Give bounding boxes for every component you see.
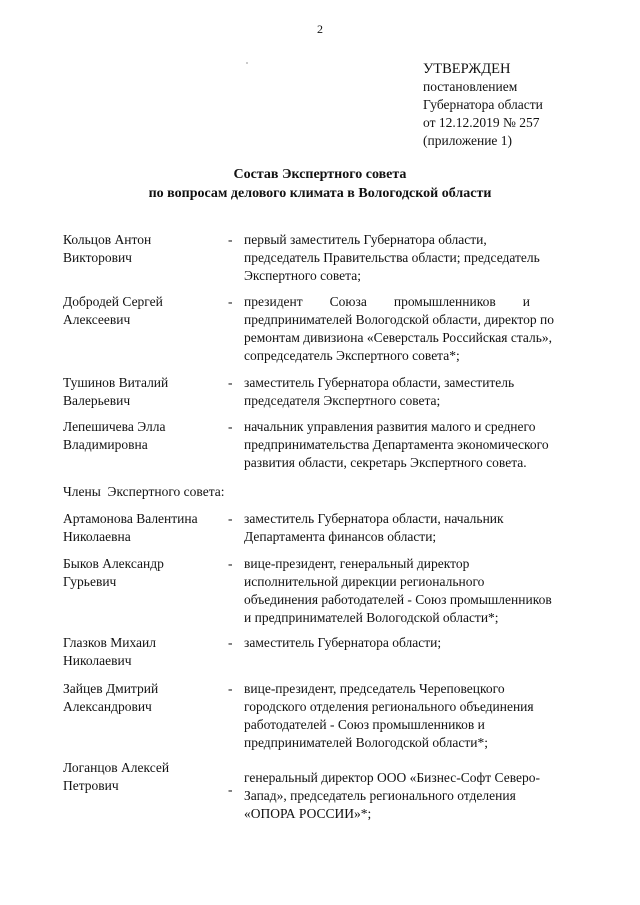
role-line: работодателей - Союз промышленников и (244, 717, 485, 732)
role-line: ремонтам дивизиона «Северсталь Российская сталь», (244, 330, 553, 345)
person-role (244, 293, 594, 365)
name-line: Глазков Михаил (63, 635, 156, 650)
dash-separator: - (228, 232, 233, 247)
role-line: генеральный директор ООО «Бизнес-Софт Северо- (244, 770, 540, 785)
person-name (63, 231, 223, 267)
dash-separator: - (228, 635, 233, 650)
name-line: Лепешичева Элла (63, 419, 166, 434)
person-role (244, 374, 594, 410)
approval-block (423, 60, 543, 150)
role-line: «ОПОРА РОССИИ»*; (244, 806, 372, 821)
dash-separator: - (228, 681, 233, 696)
person-name (63, 634, 223, 670)
role-line: вице-президент, председатель Череповецкого (244, 681, 505, 696)
approval-heading: УТВЕРЖДЕН (423, 61, 511, 77)
person-role (244, 634, 594, 652)
person-name (63, 759, 223, 795)
person-name (63, 418, 223, 454)
document-title (0, 165, 640, 203)
role-line: исполнительной дирекции регионального (244, 574, 485, 589)
person-role (244, 769, 594, 823)
person-name (63, 555, 223, 591)
person-role (244, 418, 594, 472)
role-line: вице-президент, генеральный директор (244, 556, 470, 571)
approval-line: постановлением (423, 79, 518, 94)
role-line: объединения работодателей - Союз промышленников (244, 592, 552, 607)
dash-separator: - (228, 375, 233, 390)
name-line: Гурьевич (63, 574, 117, 589)
name-line: Викторович (63, 250, 132, 265)
title-line: Состав Экспертного совета (233, 167, 407, 182)
name-line: Быков Александр (63, 556, 164, 571)
role-line: Запад», председатель регионального отделения (244, 788, 516, 803)
role-line: предпринимательства Департамента экономического (244, 437, 549, 452)
approval-line: от 12.12.2019 № 257 (423, 115, 540, 130)
name-line: Добродей Сергей (63, 294, 163, 309)
role-line: первый заместитель Губернатора области, (244, 232, 487, 247)
approval-line: (приложение 1) (423, 133, 513, 148)
role-line: заместитель Губернатора области, заместитель (244, 375, 515, 390)
name-line: Николаевна (63, 529, 131, 544)
approval-line: Губернатора области (423, 97, 543, 112)
name-line: Логанцов Алексей (63, 760, 170, 775)
dash-separator: - (228, 511, 233, 526)
dash-separator: - (228, 419, 233, 434)
role-line: заместитель Губернатора области; (244, 635, 442, 650)
name-line: Александрович (63, 699, 152, 714)
name-line: Артамонова Валентина (63, 511, 198, 526)
person-role (244, 555, 594, 627)
page-number: 2 (317, 22, 323, 36)
members-heading: Члены Экспертного совета: (63, 484, 225, 499)
role-line: заместитель Губернатора области, начальник (244, 511, 504, 526)
person-name (63, 680, 223, 716)
person-role (244, 680, 594, 752)
name-line: Алексеевич (63, 312, 131, 327)
person-role (244, 231, 594, 285)
person-name (63, 293, 223, 329)
scan-dot (246, 62, 248, 64)
role-line: председателя Экспертного совета; (244, 393, 441, 408)
person-role (244, 510, 594, 546)
role-line: Экспертного совета; (244, 268, 361, 283)
role-line: развития области, секретарь Экспертного совета. (244, 455, 527, 470)
name-line: Николаевич (63, 653, 132, 668)
person-name (63, 510, 223, 546)
name-line: Кольцов Антон (63, 232, 152, 247)
name-line: Зайцев Дмитрий (63, 681, 159, 696)
name-line: Владимировна (63, 437, 148, 452)
role-line: предпринимателей Вологодской области, директор по (244, 312, 554, 327)
dash-separator: - (228, 782, 233, 797)
person-name (63, 374, 223, 410)
role-line: и предпринимателей Вологодской области*; (244, 610, 499, 625)
title-line: по вопросам делового климата в Вологодской области (148, 186, 492, 201)
role-line: президент Союза промышленников и (244, 294, 530, 309)
role-line: Департамента финансов области; (244, 529, 437, 544)
role-line: городского отделения регионального объединения (244, 699, 534, 714)
role-line: сопредседатель Экспертного совета*; (244, 348, 460, 363)
role-line: предпринимателей Вологодской области*; (244, 735, 488, 750)
role-line: председатель Правительства области; председатель (244, 250, 540, 265)
name-line: Валерьевич (63, 393, 131, 408)
role-line: начальник управления развития малого и среднего (244, 419, 536, 434)
dash-separator: - (228, 294, 233, 309)
name-line: Петрович (63, 778, 119, 793)
name-line: Тушинов Виталий (63, 375, 169, 390)
dash-separator: - (228, 556, 233, 571)
